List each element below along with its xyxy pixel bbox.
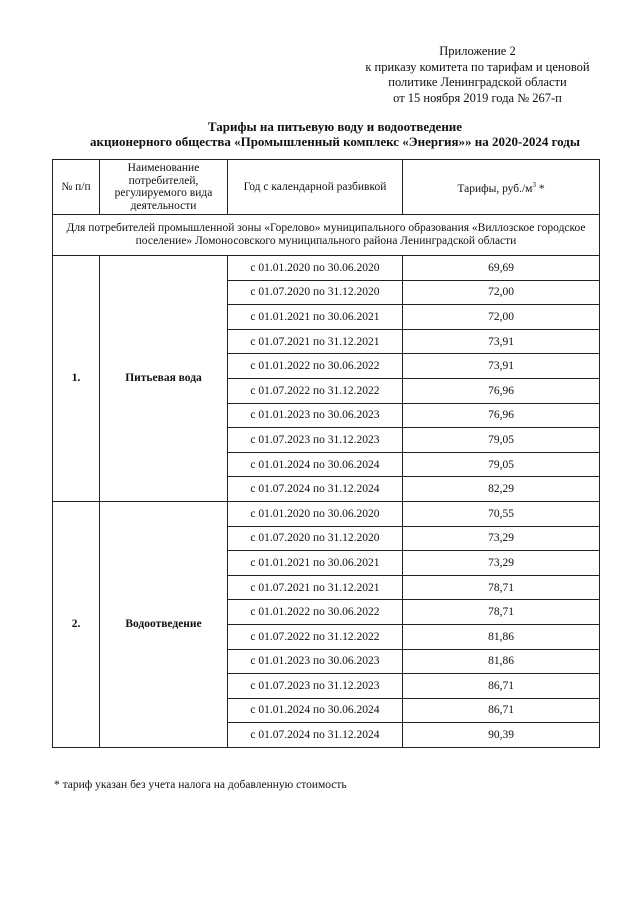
- period-cell: с 01.01.2024 по 30.06.2024: [228, 452, 403, 477]
- header-num: № п/п: [53, 160, 100, 215]
- group-number: 1.: [53, 256, 100, 502]
- tariff-cell: 70,55: [403, 501, 600, 526]
- header-tariff-sup: 3: [532, 180, 536, 189]
- period-cell: с 01.07.2023 по 31.12.2023: [228, 428, 403, 453]
- tariff-cell: 73,29: [403, 551, 600, 576]
- period-cell: с 01.07.2024 по 31.12.2024: [228, 477, 403, 502]
- footnote: * тариф указан без учета налога на добавленную стоимость: [54, 779, 347, 791]
- tariff-cell: 78,71: [403, 575, 600, 600]
- tariff-cell: 86,71: [403, 674, 600, 699]
- tariff-cell: 72,00: [403, 280, 600, 305]
- zone-description: Для потребителей промышленной зоны «Горелово» муниципального образования «Виллозское городское поселение» Ломоносовского муниципального района Ленинградской области: [53, 215, 600, 256]
- tariff-cell: 81,86: [403, 649, 600, 674]
- period-cell: с 01.07.2021 по 31.12.2021: [228, 329, 403, 354]
- order-date: от 15 ноября 2019 года № 267-п: [393, 90, 562, 105]
- tariff-cell: 79,05: [403, 428, 600, 453]
- tariff-cell: 72,00: [403, 305, 600, 330]
- tariff-cell: 76,96: [403, 403, 600, 428]
- document-title: [40, 119, 630, 149]
- period-cell: с 01.07.2023 по 31.12.2023: [228, 674, 403, 699]
- period-cell: с 01.07.2024 по 31.12.2024: [228, 723, 403, 748]
- header-tariff-asterisk: *: [535, 182, 545, 195]
- period-cell: с 01.07.2020 по 31.12.2020: [228, 280, 403, 305]
- order-reference-line1: к приказу комитета по тарифам и ценовой: [365, 59, 590, 74]
- tariff-cell: 79,05: [403, 452, 600, 477]
- period-cell: с 01.01.2021 по 30.06.2021: [228, 551, 403, 576]
- period-cell: с 01.01.2020 по 30.06.2020: [228, 256, 403, 281]
- order-reference-line2: политике Ленинградской области: [388, 75, 567, 89]
- service-name: Питьевая вода: [100, 256, 228, 502]
- tariff-cell: 82,29: [403, 477, 600, 502]
- service-name: Водоотведение: [100, 501, 228, 747]
- appendix-number: Приложение 2: [439, 44, 516, 58]
- period-cell: с 01.07.2020 по 31.12.2020: [228, 526, 403, 551]
- period-cell: с 01.07.2022 по 31.12.2022: [228, 624, 403, 649]
- tariff-cell: 73,91: [403, 354, 600, 379]
- period-cell: с 01.07.2021 по 31.12.2021: [228, 575, 403, 600]
- title-line1: Тарифы на питьевую воду и водоотведение: [207, 119, 463, 134]
- tariff-cell: 90,39: [403, 723, 600, 748]
- zone-row: [53, 215, 600, 256]
- title-line2: акционерного общества «Промышленный комплекс «Энергия»» на 2020-2024 годы: [89, 134, 581, 149]
- period-cell: с 01.01.2023 по 30.06.2023: [228, 403, 403, 428]
- period-cell: с 01.07.2022 по 31.12.2022: [228, 378, 403, 403]
- tariff-cell: 78,71: [403, 600, 600, 625]
- tariff-cell: 86,71: [403, 698, 600, 723]
- tariff-cell: 73,91: [403, 329, 600, 354]
- tariff-cell: 69,69: [403, 256, 600, 281]
- header-period: Год с календарной разбивкой: [228, 160, 403, 215]
- tariff-cell: 76,96: [403, 378, 600, 403]
- period-cell: с 01.01.2023 по 30.06.2023: [228, 649, 403, 674]
- period-cell: с 01.01.2022 по 30.06.2022: [228, 600, 403, 625]
- table-row: [53, 256, 600, 281]
- table-header-row: [53, 160, 600, 215]
- tariff-table: [52, 159, 600, 748]
- group-number: 2.: [53, 501, 100, 747]
- header-tariff: [403, 160, 600, 215]
- period-cell: с 01.01.2020 по 30.06.2020: [228, 501, 403, 526]
- header-consumer: Наименование потребителей, регулируемого вида деятельности: [100, 160, 228, 215]
- table-row: [53, 501, 600, 526]
- period-cell: с 01.01.2024 по 30.06.2024: [228, 698, 403, 723]
- period-cell: с 01.01.2021 по 30.06.2021: [228, 305, 403, 330]
- header-tariff-label: Тарифы, руб./м: [457, 182, 533, 195]
- tariff-cell: 81,86: [403, 624, 600, 649]
- appendix-header: [330, 44, 625, 106]
- tariff-cell: 73,29: [403, 526, 600, 551]
- period-cell: с 01.01.2022 по 30.06.2022: [228, 354, 403, 379]
